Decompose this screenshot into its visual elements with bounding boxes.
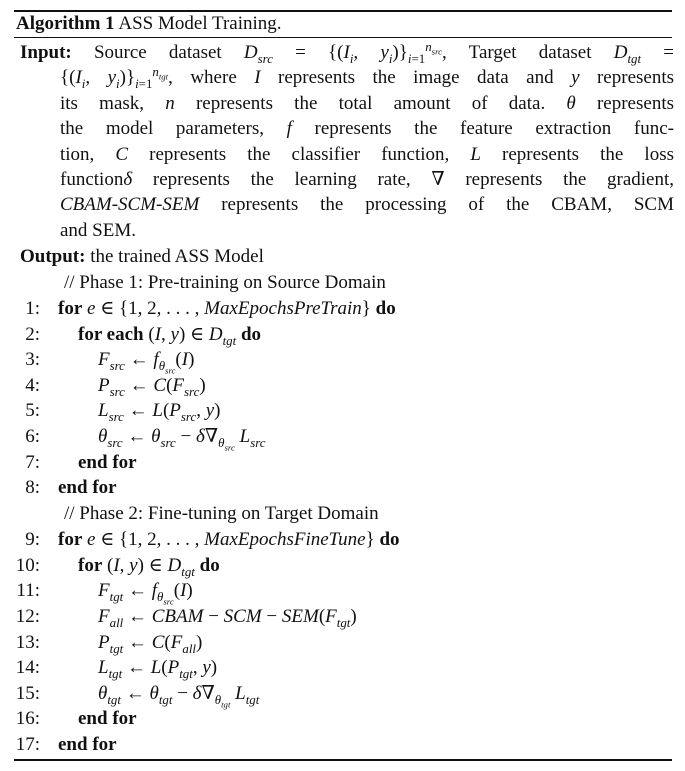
input-line: CBAM-SCM-SEM represents the processing of the CBAM, SCM (60, 194, 674, 216)
line-number: 10: (15, 555, 40, 576)
line-number: 14: (15, 657, 40, 678)
output-label: Output: (20, 246, 86, 267)
algorithm-step (0, 578, 685, 607)
step-code: $P_{tgt}$ ← $C(F_{all})$ (98, 632, 203, 656)
step-code: for e ∈ {1, 2, . . . , MaxEpochsFineTune} do (58, 529, 400, 550)
algorithm-step (0, 630, 685, 656)
input-line: the model parameters, f represents the feature extraction func- (60, 118, 675, 140)
line-number: 4: (25, 375, 40, 396)
algorithm-step (0, 655, 685, 681)
algorithm-step (0, 347, 685, 376)
input-line: and SEM. (60, 219, 136, 241)
step-code: end for (58, 734, 117, 755)
algorithm-step (0, 475, 685, 501)
step-code: for (I, y) ∈ $D_{tgt}$ do (78, 555, 220, 579)
algorithm-step (0, 450, 685, 476)
algorithm-step (0, 553, 685, 579)
algorithm-step (0, 296, 685, 322)
step-code: $F_{src}$ ← $f_{\theta_{src}}(I)$ (98, 349, 195, 376)
line-number: 7: (25, 452, 40, 473)
step-code: for each (I, y) ∈ $D_{tgt}$ do (78, 324, 262, 348)
step-code: end for (78, 708, 137, 729)
step-code: $\theta_{src}$ ← $\theta_{src} - \delta\nabla_{\theta_{src}}$ $L_{src}$ (98, 426, 266, 453)
step-code: $L_{src}$ ← $L(P_{src}$, y) (98, 400, 221, 424)
line-number: 16: (15, 708, 40, 729)
line-number: 12: (15, 606, 40, 627)
algorithm-name: ASS Model Training. (118, 13, 282, 34)
line-number: 6: (25, 426, 40, 447)
bottom-rule (14, 759, 672, 761)
step-code: for e ∈ {1, 2, . . . , MaxEpochsPreTrain} do (58, 298, 396, 319)
line-number: 9: (25, 529, 40, 550)
line-number: 1: (25, 298, 40, 319)
line-number: 17: (15, 734, 40, 755)
input-line: Input: Source dataset $D_{src} = \{(I_i$, $y_i)\}_{i=1}^{n_{src}}$, Target dataset $D_{tgt}$ = (20, 38, 675, 66)
step-code: $F_{tgt}$ ← $f_{\theta_{src}}(I)$ (98, 580, 193, 607)
line-number: 5: (25, 400, 40, 421)
step-code: $\theta_{tgt}$ ← $\theta_{tgt} - \delta\nabla_{\theta_{tgt}}$ $L_{tgt}$ (98, 683, 260, 710)
algorithm-step (0, 527, 685, 553)
title-rule (14, 37, 672, 38)
algorithm-step (0, 373, 685, 399)
step-code: $P_{src}$ ← $C(F_{src})$ (98, 375, 206, 399)
step-code: $L_{tgt}$ ← $L(P_{tgt}$, y) (98, 657, 218, 681)
output-text: the trained ASS Model (90, 246, 264, 267)
input-line: functionδ represents the learning rate, ∇ represents the gradient, (60, 169, 674, 191)
algorithm-step (0, 398, 685, 424)
algorithm-step (0, 706, 685, 732)
line-number: 15: (15, 683, 40, 704)
step-code: end for (78, 452, 137, 473)
input-line: tion, C represents the classifier function, L represents the loss (60, 143, 674, 165)
algorithm-step (0, 322, 685, 348)
input-line: {($I_i$, $y_i)\}_{i=1}^{n_{tgt}}$, where I represents the image data and y represents (60, 64, 675, 92)
line-number: 2: (25, 324, 40, 345)
algorithm-step (0, 424, 685, 453)
line-number: 8: (25, 477, 40, 498)
line-number: 11: (16, 580, 40, 601)
line-number: 13: (15, 632, 40, 653)
step-code: end for (58, 477, 117, 498)
phase2-comment: // Phase 2: Fine-tuning on Target Domain (64, 503, 379, 524)
line-number: 3: (25, 349, 40, 370)
algorithm-title (16, 10, 282, 38)
phase1-comment: // Phase 1: Pre-training on Source Domain (64, 272, 386, 293)
algorithm-step (0, 681, 685, 710)
algorithm-step (0, 732, 685, 758)
algorithm-label: Algorithm 1 (16, 13, 115, 34)
input-label: Input: (20, 42, 72, 63)
algorithm-step (0, 604, 685, 630)
step-code: $F_{all}$ ← CBAM − SCM − $SEM(F_{tgt})$ (98, 606, 357, 630)
input-paragraph (20, 40, 674, 243)
input-line: its mask, n represents the total amount of data. θ represents (60, 92, 674, 114)
output-line (20, 244, 264, 270)
